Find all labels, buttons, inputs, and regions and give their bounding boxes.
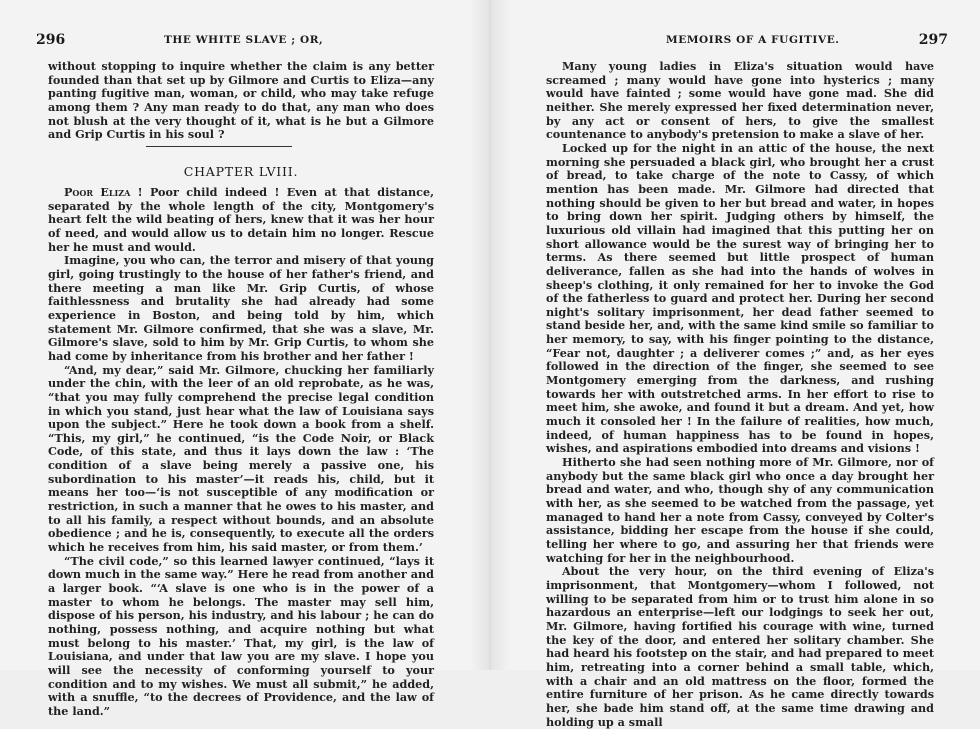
left-running-title: THE WHITE SLAVE ; OR,	[164, 34, 324, 46]
paragraph: “And, my dear,” said Mr. Gilmore, chucking her familiarly under the chin, with the leer of an old reprobate, as he was, “that you may fully comprehend the precise legal condition in which you stand, just hear what the law of Louisiana says upon the subject.” Here he took down a book from a shelf. “This, my girl,” he continued, “is the Code Noir, or Black Code, of this state, and thus it lays down the law : ‘The condition of a slave being merely a passive one, his subordination to his master’—it reads his, child, but it means her too—‘is not susceptible of any modification or restriction, in such a manner that he owes to his master, and to all his family, a respect without bounds, and an absolute obedience ; and he is, consequently, to execute all the orders which he receives from him, his said master, or from them.’	[48, 362, 434, 555]
paragraph: About the very hour, on the third evening of Eliza's imprisonment, that Montgomery—whom I followed, not willing to be separated from him or to trust him alone in so hazardous an enterprise—left our lodgings to seek her out, Mr. Gilmore, having fortified his courage with wine, turned the key of the door, and entered her solitary chamber. She had heard his footstep on the stair, and had prepared to meet him, retreating into a corner behind a small table, which, with a chair and an old mattress on the floor, formed the entire furniture of her prison. As he came directly towards her, she bade him stand off, at the same time drawing and holding up a small	[546, 564, 934, 729]
chapter-heading: CHAPTER LVIII.	[183, 164, 299, 179]
paragraph: Locked up for the night in an attic of the house, the next morning she persuaded a black girl, who brought her a crust of bread, to take charge of the note to Cassy, of which mention has been made. Mr. Gilmore had directed that nothing should be given to her but bread and water, in hopes to bring down her spirit. Judging others by himself, the luxurious old villain had imagined that this putting her on short allowance would be the surest way of bringing her to terms. As there seemed but little prospect of human deliverance, fallen as she had into the hands of wolves in sheep's clothing, it only remained for her to invoke the God of the fatherless to guard and protect her. During her second night's solitary imprisonment, her dead father seemed to stand beside her, and, with the same kind smile so familiar to her memory, to say, with his finger pointing to the distance, “Fear not, daughter ; a deliverer comes ;” and, as her eyes followed in the direction of the finger, she seemed to see Montgomery emerging from the darkness, and rushing towards her with outstretched arms. In her effort to rise to meet him, she awoke, and found it but a dream. And yet, how much it consoled her ! In the failure of realities, how much, indeed, of human happiness has to be found in hopes, wishes, and aspirations embodied into dreams and visions !	[546, 140, 934, 456]
right-page-number: 297	[918, 32, 948, 48]
left-page	[0, 0, 490, 718]
paragraph: Poor Eliza ! Poor child indeed ! Even at that distance, separated by the whole length of the city, Montgomery's heart felt the wild beating of hers, knew that it was her hour of need, and would allow us to detain him no longer. Rescue her he must and would.	[48, 185, 434, 254]
continued-paragraph: without stopping to inquire whether the claim is any better founded than that set up by Gilmore and Curtis to Eliza—any panting fugitive man, woman, or child, who may take refuge among them ? Any man ready to do that, any man who does not blush at the very thought of it, what is he but a Gilmore and Grip Curtis in his soul ?	[48, 59, 434, 142]
right-running-title: MEMOIRS OF A FUGITIVE.	[666, 34, 840, 46]
right-body-text	[546, 60, 934, 729]
paragraph: Imagine, you who can, the terror and misery of that young girl, going trustingly to the house of her father's friend, and there meeting a man like Mr. Grip Curtis, of whose faithlessness and brutality she had already had some experience in Boston, and being told by him, which statement Mr. Gilmore confirmed, that she was a slave, Mr. Gilmore's slave, sold to him by Mr. Grip Curtis, to whom she had come by inheritance from his brother and her father !	[48, 253, 434, 363]
left-body-text	[48, 186, 434, 719]
paragraph: Many young ladies in Eliza's situation would have screamed ; many would have gone into hysterics ; many would have fainted ; some would have gone mad. She did neither. She merely expressed her fixed determination never, by any act or consent of hers, to give the smallest countenance to anybody's pretension to make a slave of her.	[546, 59, 934, 142]
left-continued-text	[48, 60, 434, 142]
left-running-head	[36, 32, 434, 50]
left-page-number: 296	[36, 32, 66, 48]
right-page	[490, 0, 980, 729]
right-running-head	[546, 32, 948, 50]
paragraph: “The civil code,” so this learned lawyer continued, “lays it down much in the same way.” Here he read from another and a larger book. “‘A slave is one who is in the power of a master to whom he belongs. The master may sell him, dispose of his person, his industry, and his labour ; he can do nothing, possess nothing, and acquire nothing but what must belong to his master.’ That, my girl, is the law of Louisiana, and under that law you are my slave. I hope you will see the necessity of conforming yourself to your condition and to my wishes. We must all submit,” he added, with a snuffle, “to the decrees of Providence, and the law of the land.”	[48, 553, 434, 718]
paragraph: Hitherto she had seen nothing more of Mr. Gilmore, nor of anybody but the same black girl who once a day brought her bread and water, and who, though shy of any communication with her, as she seemed to be watched from the passage, yet managed to hand her a note from Cassy, conveyed by Colter's assistance, bidding her escape from the house if she could, telling her where to go, and assuring her that friends were watching for her in the neighbourhood.	[546, 455, 934, 565]
section-rule	[146, 146, 292, 147]
